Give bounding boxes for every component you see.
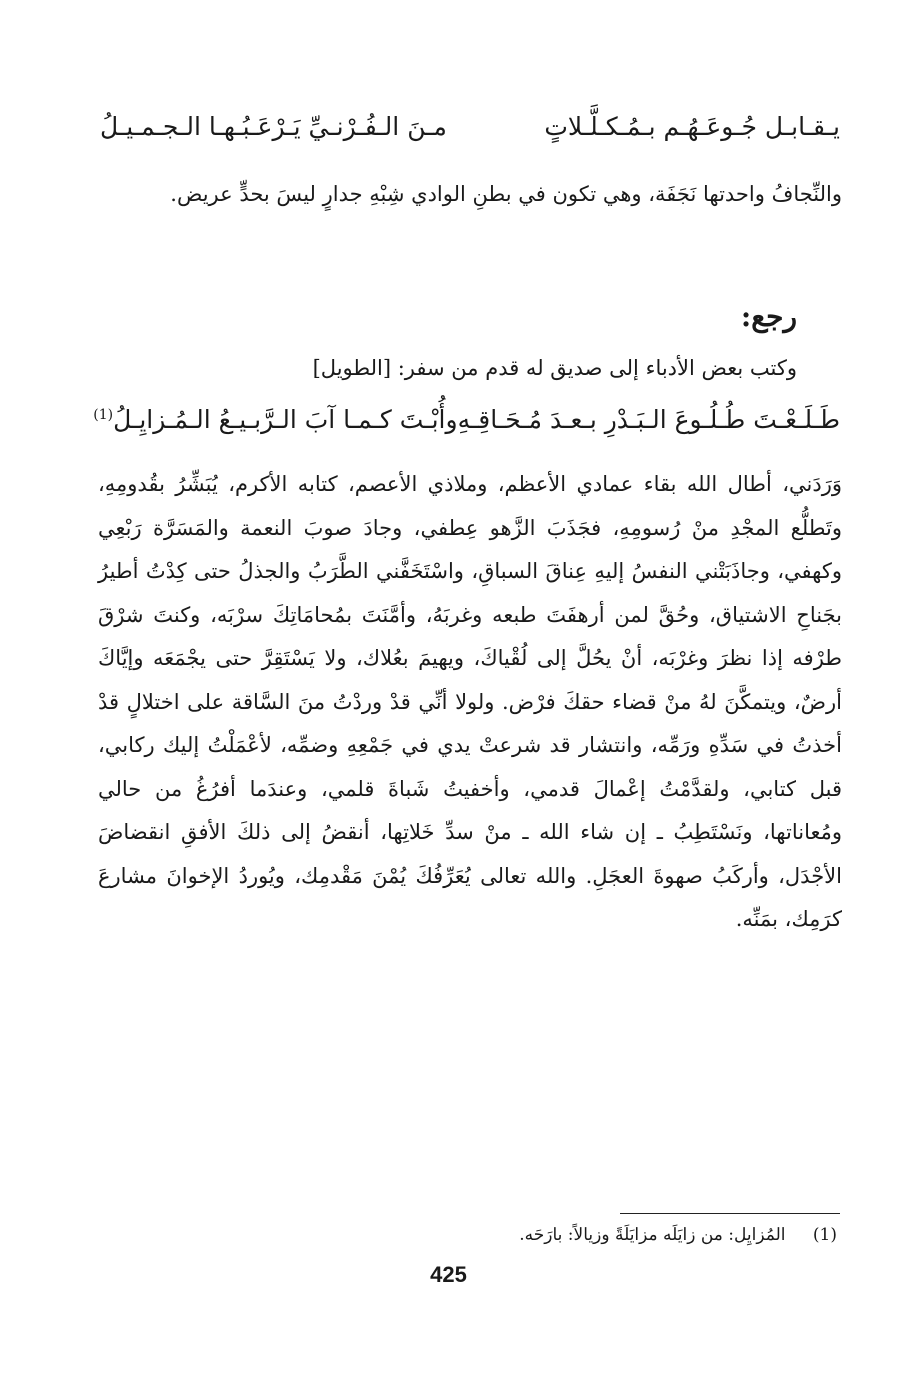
verse-main-hemistich-left-wrap xyxy=(93,405,457,434)
verse-main xyxy=(93,405,840,434)
paragraph-1: والنِّجافُ واحدتها نَجَفَة، وهي تكون في بطنِ الوادي شِبْهِ جدارٍ ليسَ بحدٍّ عريض. xyxy=(170,182,842,206)
verse-main-hemistich-right: طَـلَـعْـتَ طُـلُـوعَ الـبَـدْرِ بـعـدَ مُـحَـاقِـهِ xyxy=(457,405,840,434)
intro-line: وكتب بعض الأدباء إلى صديق له قدم من سفر: [الطويل] xyxy=(312,356,797,380)
verse-top xyxy=(100,112,840,141)
footnote xyxy=(519,1225,837,1245)
footnote-number: (1) xyxy=(812,1225,837,1245)
footnote-text: المُزايِل: من زايَلَه مزايَلَةً وزيالاً: بارَحَه. xyxy=(519,1225,786,1245)
footnote-marker: (1) xyxy=(93,406,114,423)
verse-top-hemistich-right: يـقـابـل جُـوعَـهُـم بـمُـكـلَّـلاتٍ xyxy=(544,112,840,141)
paragraph-2: وَرَدَني، أطال الله بقاء عمادي الأعظم، وملاذي الأعصم، كتابه الأكرم، يُبَشِّرُ بقُدومِهِ، وتَطلُّع المجْدِ منْ رُسومِهِ، فجَذَبَ الزَّهو عِطفي، وجادَ صوبَ النعمة والمَسَرَّة رَبْعِي وكهفي، وجاذَبَتْني النفسُ إليهِ عِناقَ السباقِ، واسْتَخَفَّني الطَّرَبُ والجذلُ حتى كِدْتُ أطيرُ بجَناحِ الاشتياق، وحُقَّ لمن أرهفَتَ طبعه وغربَهُ، وأمَّنَتَ بمُحامَاتِكَ سرْبَه، وكنتَ شرْقَ طرْفه إذا نظرَ وغرْبَه، أنْ يحُلَّ إلى لُقْياكَ، ويهيمَ بعُلاك، ولا يَسْتَقِرَّ حتى يجْمَعَه وإيَّاكَ أرضٌ، ويتمكَّنَ لهُ منْ قضاء حقكَ فرْض. ولولا أنِّي قدْ وردْتُ منَ السَّاقة على اختلالٍ قدْ أخذتُ في سَدِّهِ ورَمِّه، وانتشار قد شرعتْ يدي في جَمْعِهِ وضمِّه، لأعْمَلْتُ إليك ركابي، قبل كتابي، ولقدَّمْتُ إعْمالَ قدمي، وأخفيتُ شَباةَ قلمي، وعندَما أفرُغُ من حالي ومُعاناتها، ونَسْتَطِبُ ـ إن شاء الله ـ منْ سدِّ خَلاتِها، أنقضُ إلى ذلكَ الأفقِ انقضاضَ الأجْدَل، وأركَبُ صهوةَ العجَلِ. والله تعالى يُعَرِّفُكَ يُمْنَ مَقْدمِك، ويُوردُ الإخوانَ مشارعَ كرَمِك، بمَنِّه. xyxy=(98,472,842,931)
verse-top-hemistich-left: مـنَ الـفُـرْنـيِّ يَـرْعَـبُـهـا الـجـمـيـلُ xyxy=(100,112,447,141)
section-heading: رجع: xyxy=(740,300,797,333)
footnote-divider xyxy=(620,1213,840,1214)
verse-main-hemistich-left: وأُبْـتَ كـمـا آبَ الـرَّبـيـعُ الـمُـزايِـلُ xyxy=(113,405,458,434)
page-number: 425 xyxy=(430,1262,467,1287)
